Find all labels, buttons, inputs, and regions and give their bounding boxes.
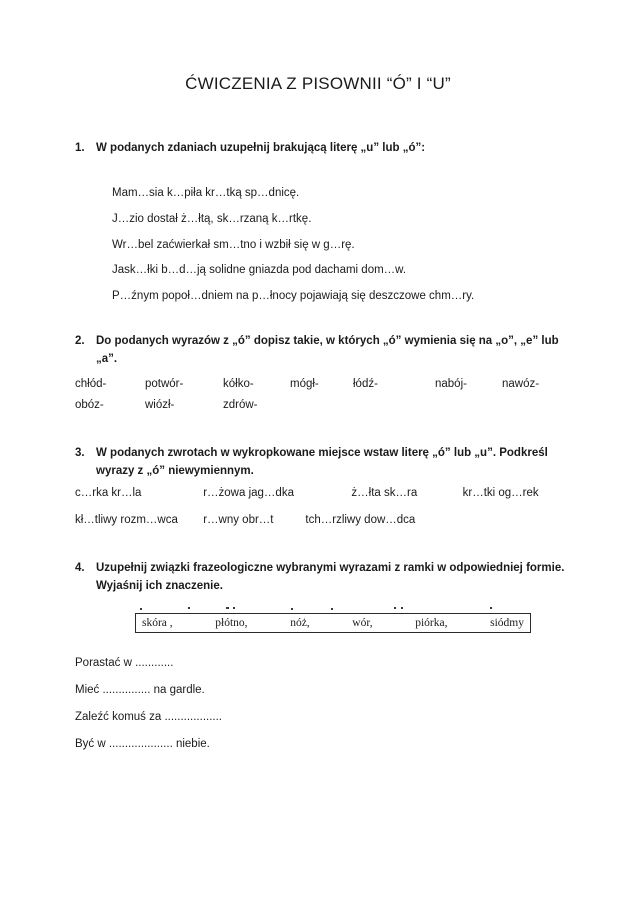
exercise-4-number: 4. [75, 562, 85, 574]
word-item: potwór- [145, 378, 184, 390]
exercise-4-heading-line1: Uzupełnij związki frazeologiczne wybranymi wyrazami z ramki w odpowiedniej formie. [96, 562, 565, 574]
exercise-4-heading [75, 559, 565, 595]
exercise-3-heading-line2: wyrazy z „ó” niewymiennym. [96, 465, 254, 477]
cropped-artifact [394, 607, 396, 609]
fill-in-sentence: Jask…łki b…d…ją solidne gniazda pod dachami dom…w. [112, 264, 407, 277]
cropped-artifact [226, 607, 229, 609]
phrase-item: c…rka kr…la [75, 487, 142, 499]
word-item: łódź- [353, 378, 378, 390]
phrase-item: r…wny obr…t [203, 514, 274, 526]
phrase-item: ż…łta sk…ra [351, 487, 418, 499]
cropped-artifact [188, 607, 190, 609]
exercise-3-row1 [75, 487, 539, 499]
phrase-item: kł…tliwy rozm…wca [75, 514, 178, 526]
cropped-artifact [140, 608, 142, 610]
fill-in-sentence: Mam…sia k…piła kr…tką sp…dnicę. [112, 187, 300, 199]
exercise-1-sentences [112, 181, 474, 310]
word-bank-item: płótno, [215, 617, 248, 629]
fill-in-sentence: P…źnym popoł…dniem na p…łnocy pojawiają się deszczowe chm…ry. [112, 290, 475, 303]
exercise-2-heading-line2: „a”. [96, 353, 118, 365]
phrase-item: tch…rzliwy dow…dca [305, 514, 416, 526]
exercise-2-number: 2. [75, 335, 85, 347]
idiom-blank: Być w .................... niebie. [75, 738, 210, 750]
word-bank-item: skóra , [142, 617, 173, 629]
word-item: mógł- [290, 378, 319, 390]
exercise-1-heading [75, 139, 565, 157]
exercise-1-number: 1. [75, 142, 85, 154]
word-bank-item: piórka, [415, 617, 448, 629]
word-item: nabój- [435, 378, 467, 390]
word-item: wiózł- [145, 399, 175, 411]
exercise-3-heading-text [96, 444, 565, 480]
exercise-3-row2 [75, 514, 415, 526]
phrase-item: kr…tki og…rek [462, 487, 539, 499]
word-bank-item: wór, [352, 617, 373, 629]
exercise-3-heading-line1: W podanych zwrotach w wykropkowane miejsce wstaw literę „ó” lub „u”. Podkreśl [96, 447, 548, 459]
word-bank-item: nóż, [290, 617, 310, 629]
idiom-blank: Mieć ............... na gardle. [75, 684, 205, 696]
exercise-4-heading-text [96, 559, 565, 595]
cropped-artifact [401, 607, 403, 609]
word-item: chłód- [75, 378, 107, 390]
page-title: ĆWICZENIA Z PISOWNII “Ó” I “U” [185, 74, 451, 93]
exercise-2-heading-text [96, 332, 565, 368]
cropped-artifact [331, 608, 333, 610]
exercise-3-number: 3. [75, 447, 85, 459]
phrase-item: r…żowa jag…dka [203, 487, 294, 499]
fill-in-sentence: J…zio dostał ż…łtą, sk…rzaną k…rtkę. [112, 212, 312, 225]
cropped-artifact [291, 608, 293, 610]
word-item: kółko- [223, 378, 254, 390]
exercise-1-heading-text: W podanych zdaniach uzupełnij brakującą literę „u” lub „ó”: [96, 142, 426, 154]
exercise-4-heading-line2: Wyjaśnij ich znaczenie. [96, 580, 223, 592]
fill-in-sentence: Wr…bel zaćwierkał sm…tno i wzbił się w g…rę. [112, 238, 355, 251]
exercise-2-word-list [75, 374, 560, 416]
exercise-3-heading [75, 444, 565, 480]
word-bank-item: siódmy [490, 617, 524, 629]
word-bank-box [135, 613, 531, 633]
word-item: nawóz- [502, 378, 540, 390]
cropped-artifact [490, 607, 492, 609]
idiom-blank: Porastać w ............ [75, 657, 174, 669]
idiom-blank: Zaleźć komuś za .................. [75, 711, 222, 723]
exercise-2-heading-line1: Do podanych wyrazów z „ó” dopisz takie, w których „ó” wymienia się na „o”, „e” lub [96, 335, 559, 347]
word-item: obóz- [75, 399, 104, 411]
cropped-artifact [233, 607, 235, 609]
exercise-2-heading [75, 332, 565, 368]
word-item: zdrów- [223, 399, 258, 411]
